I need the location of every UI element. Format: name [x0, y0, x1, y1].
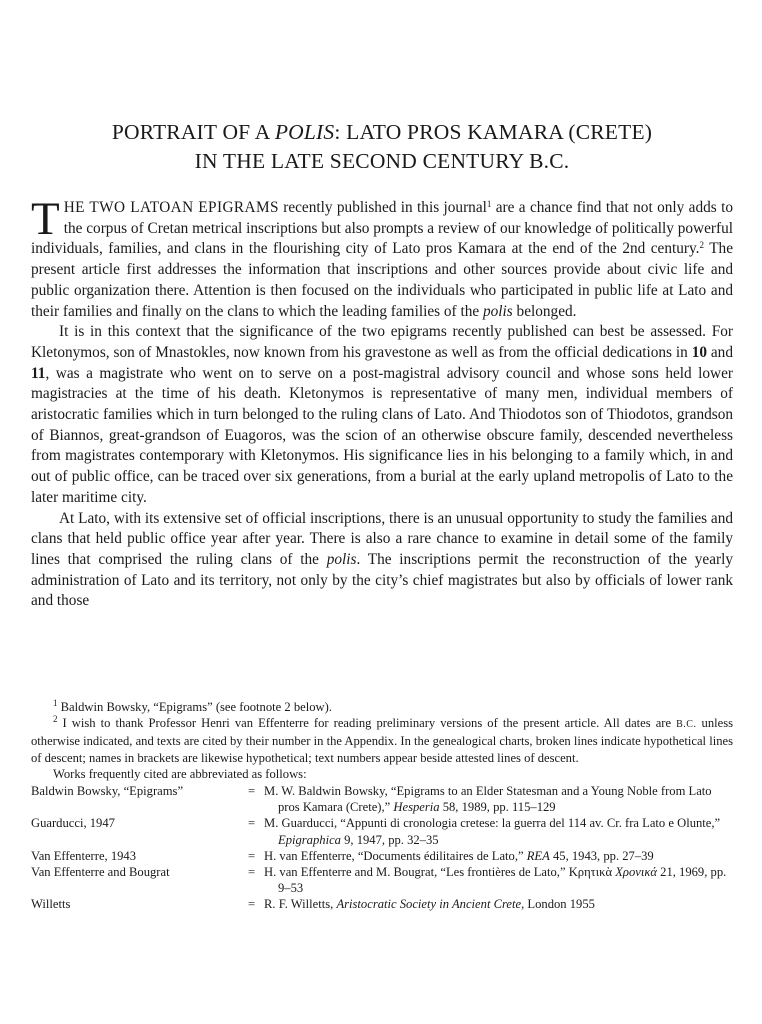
- paragraph-2: It is in this context that the significance of the two epigrams recently published can best be assessed. For Kletonymos, son of Mnastokles, now known from his gravestone as well as from the official dedications in 10 and 11, was a magistrate who went on to serve on a post-magistral advisory council and whose sons held lower magistracies at the time of his death. Kletonymos is representative of many men, individual members of aristocratic families which in turn belonged to the ruling clans of Lato. And Thiodotos son of Thiodotos, grandson of Biannos, great-grandson of Euagoros, was the scion of an otherwise obscure family, descended nevertheless from magistrates contemporary with Kletonymos. His significance lies in his belonging to a family which, in and out of public office, can be traced over six generations, from a burial at the early upland metropolis of Lato to the later maritime city.: [31, 323, 733, 506]
- title-line-1: PORTRAIT OF A POLIS: LATO PROS KAMARA (CRETE): [111, 120, 653, 144]
- paragraph-1: THE TWO LATOAN EPIGRAMS recently published in this journal$^1$ are a chance find that not only adds to the corpus of Cretan metrical inscriptions but also prompts a review of our knowledge of politically powerful individuals, families, and clans in the flourishing city of Lato pros Kamara at the end of the 2nd century.$^2$ The present article first addresses the information that inscriptions and other sources provide about civic life and public organization there. Attention is then focused on the individuals who participated in public life at Lato and their families and finally on the clans to which the leading families of the polis belonged.: [31, 193, 733, 320]
- table-row: Baldwin Bowsky, “Epigrams” = M. W. Baldwin Bowsky, “Epigrams to an Elder Statesman and a Young Noble from Lato pros Kamara (Crete),” Hesperia 58, 1989, pp. 115–129: [31, 784, 712, 815]
- article-title: [31, 118, 733, 176]
- footnotes: [31, 699, 733, 913]
- table-row: Van Effenterre and Bougrat = H. van Effenterre and M. Bougrat, “Les frontières de Lato,” Κρητικὰ Χρονικά 21, 1969, pp. 9–53: [31, 865, 727, 896]
- footnote-2: $^2$ I wish to thank Professor Henri van Effenterre for reading preliminary versions of the present article. All dates are B.C. unless otherwise indicated, and texts are cited by their number in the Appendix. In the genealogical charts, broken lines indicate hypothetical lines of descent; names in brackets are likewise hypothetical; text numbers appear beside attested lines of descent.: [31, 714, 734, 765]
- drop-cap: T: [31, 193, 60, 245]
- article-body: [31, 193, 733, 612]
- table-row: Guarducci, 1947 = M. Guarducci, “Appunti di cronologia cretese: la guerra del 114 av. Cr. fra Lato e Olunte,” Epigraphica 9, 1947, pp. 32–35: [31, 816, 721, 847]
- table-row: Van Effenterre, 1943 = H. van Effenterre, “Documents édilitaires de Lato,” REA 45, 1943, pp. 27–39: [31, 848, 654, 863]
- footnote-1: $^1$ Baldwin Bowsky, “Epigrams” (see footnote 2 below).: [53, 698, 332, 714]
- abbreviation-table: [31, 783, 733, 913]
- footnote-ref-1[interactable]: 1: [486, 199, 492, 209]
- title-line-2: IN THE LATE SECOND CENTURY B.C.: [194, 149, 570, 173]
- table-row: Willetts = R. F. Willetts, Aristocratic Society in Ancient Crete, London 1955: [31, 897, 595, 912]
- paragraph-3: At Lato, with its extensive set of official inscriptions, there is an unusual opportunity to study the families and clans that held public office year after year. There is also a rare chance to examine in detail some of the family lines that comprised the ruling clans of the polis. The inscriptions permit the reconstruction of the yearly administration of Lato and its territory, not only by the city’s chief magistrates but also by officials of lower rank and those: [31, 509, 733, 610]
- page: [31, 0, 733, 1024]
- footnote-ref-2[interactable]: 2: [699, 240, 704, 251]
- works-intro: Works frequently cited are abbreviated as follows:: [53, 766, 307, 781]
